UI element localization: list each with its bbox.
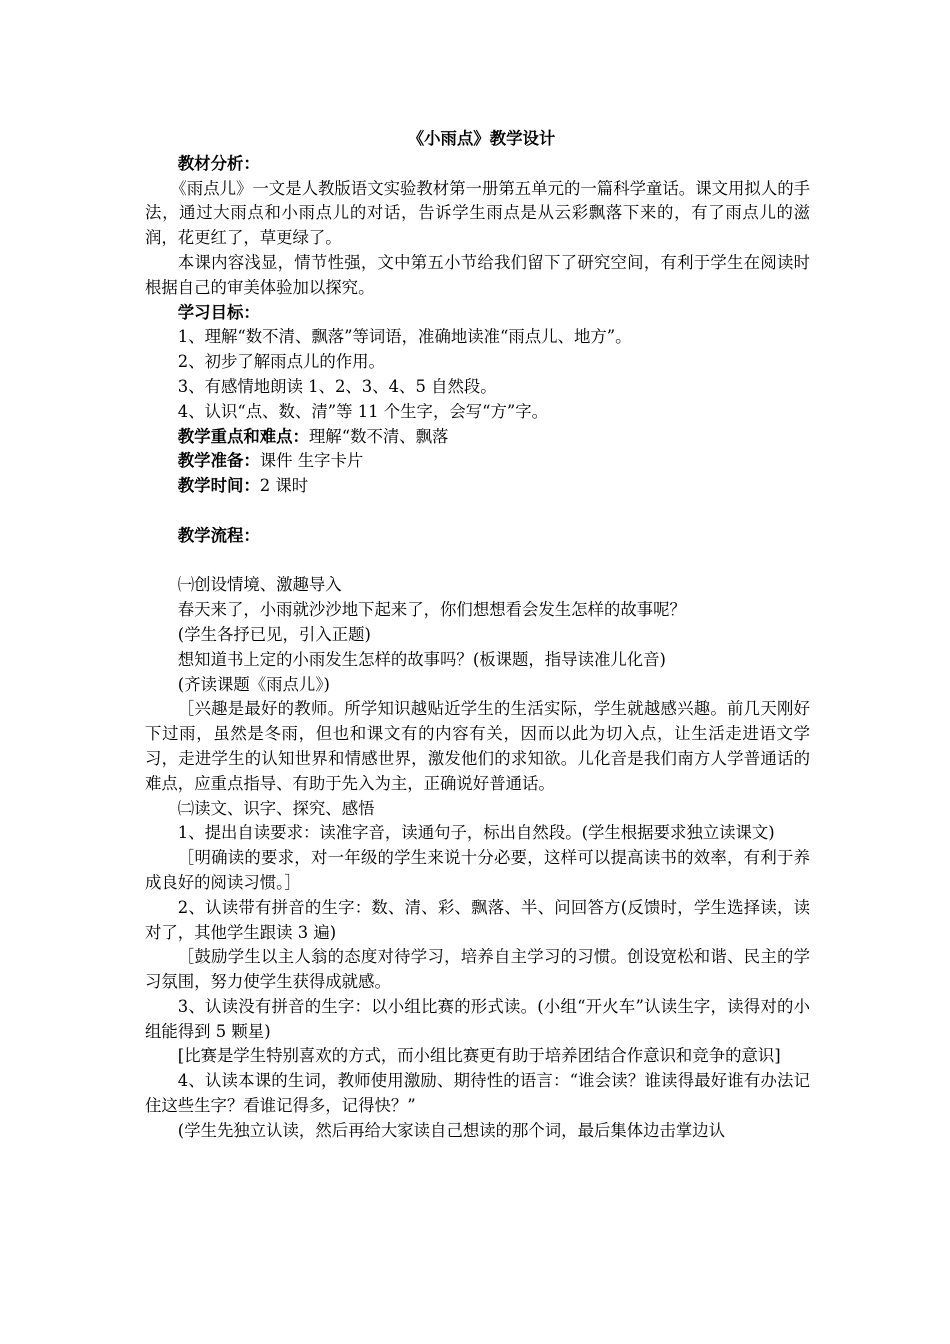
flow-paragraph: 1、提出自读要求：读准字音，读通句子，标出自然段。(学生根据要求独立读课文) xyxy=(177,823,775,843)
flow-step-heading: ㈡读文、识字、探究、感悟 xyxy=(177,798,375,818)
flow-commentary: ［明确读的要求，对一年级的学生来说十分必要，这样可以提高读书的效率，有利于养成良好的阅读习惯。］ xyxy=(145,848,810,892)
analysis-paragraph: 《雨点儿》一文是人教版语文实验教材第一册第五单元的一篇科学童话。课文用拟人的手法，通过大雨点和小雨点儿的对话，告诉学生雨点是从云彩飘落下来的，有了雨点儿的滋润，花更红了，草更绿了。 xyxy=(145,178,810,248)
document-body xyxy=(145,127,810,1144)
flow-paragraph: 2、认读带有拼音的生字：数、清、彩、飘落、半、问回答方(反馈时，学生选择读，读对了，其他学生跟读 3 遍) xyxy=(145,897,810,942)
spacer xyxy=(145,499,810,524)
flow-paragraph: (学生先独立认读，然后再给大家读自己想读的那个词，最后集体边击掌边认 xyxy=(177,1120,726,1140)
flow-paragraph: (齐读课题《雨点儿》) xyxy=(177,674,330,694)
section-heading-flow: 教学流程： xyxy=(177,525,260,545)
goal-item: 3、有感情地朗读 1、2、3、4、5 自然段。 xyxy=(177,376,497,396)
time-line xyxy=(145,474,810,499)
time-label: 教学时间： xyxy=(177,476,260,496)
goal-item: 4、认识“点、数、清”等 11 个生字，会写“方”字。 xyxy=(177,401,549,421)
prep-value: 课件 生字卡片 xyxy=(259,451,364,471)
analysis-paragraph: 本课内容浅显，情节性强，文中第五小节给我们留下了研究空间，有利于学生在阅读时根据自己的审美体验加以探究。 xyxy=(145,252,810,297)
flow-paragraph: (学生各抒已见，引入正题) xyxy=(177,624,371,644)
flow-commentary: [比赛是学生特别喜欢的方式，而小组比赛更有助于培养团结合作意识和竞争的意识] xyxy=(177,1046,781,1066)
key-points-line xyxy=(145,425,810,450)
flow-paragraph: 春天来了，小雨就沙沙地下起来了，你们想想看会发生怎样的故事呢？ xyxy=(177,600,686,620)
flow-paragraph: 3、认读没有拼音的生字：以小组比赛的形式读。(小组“开火车”认读生字，读得对的小组能得到 5 颗星) xyxy=(145,996,810,1041)
section-heading-analysis: 教材分析： xyxy=(177,153,260,173)
prep-label: 教学准备： xyxy=(177,451,260,471)
flow-paragraph: 想知道书上定的小雨发生怎样的故事吗？(板课题，指导读准儿化音) xyxy=(177,649,666,669)
section-heading-goals: 学习目标： xyxy=(177,302,260,322)
document-title: 《小雨点》教学设计 xyxy=(407,129,556,148)
key-points-value: 理解“数不清、飘落 xyxy=(308,426,449,446)
goal-item: 1、理解“数不清、飘落”等词语，准确地读准“雨点儿、地方”。 xyxy=(177,327,632,347)
flow-commentary: ［鼓励学生以主人翁的态度对待学习，培养自主学习的习惯。创设宽松和谐、民主的学习氛围，努力使学生获得成就感。 xyxy=(145,947,810,992)
time-value: 2 课时 xyxy=(259,476,309,496)
goal-item: 2、初步了解雨点儿的作用。 xyxy=(177,352,385,372)
spacer xyxy=(145,549,810,574)
flow-paragraph: 4、认读本课的生词，教师使用激励、期待性的语言：“谁会读？谁读得最好谁有办法记住这些生字？看谁记得多，记得快？” xyxy=(145,1071,810,1116)
flow-step-heading: ㈠创设情境、激趣导入 xyxy=(177,575,342,595)
flow-commentary: ［兴趣是最好的教师。所学知识越贴近学生的生活实际，学生就越感兴趣。前几天刚好下过雨，虽然是冬雨，但也和课文有的内容有关，因而以此为切入点，让生活走进语文学习，走进学生的认知世界和情感世界，激发他们的求知欲。儿化音是我们南方人学普通话的难点，应重点指导、有助于先入为主，正确说好普通话。 xyxy=(145,699,810,793)
prep-line xyxy=(145,449,810,474)
key-points-label: 教学重点和难点： xyxy=(177,426,309,446)
